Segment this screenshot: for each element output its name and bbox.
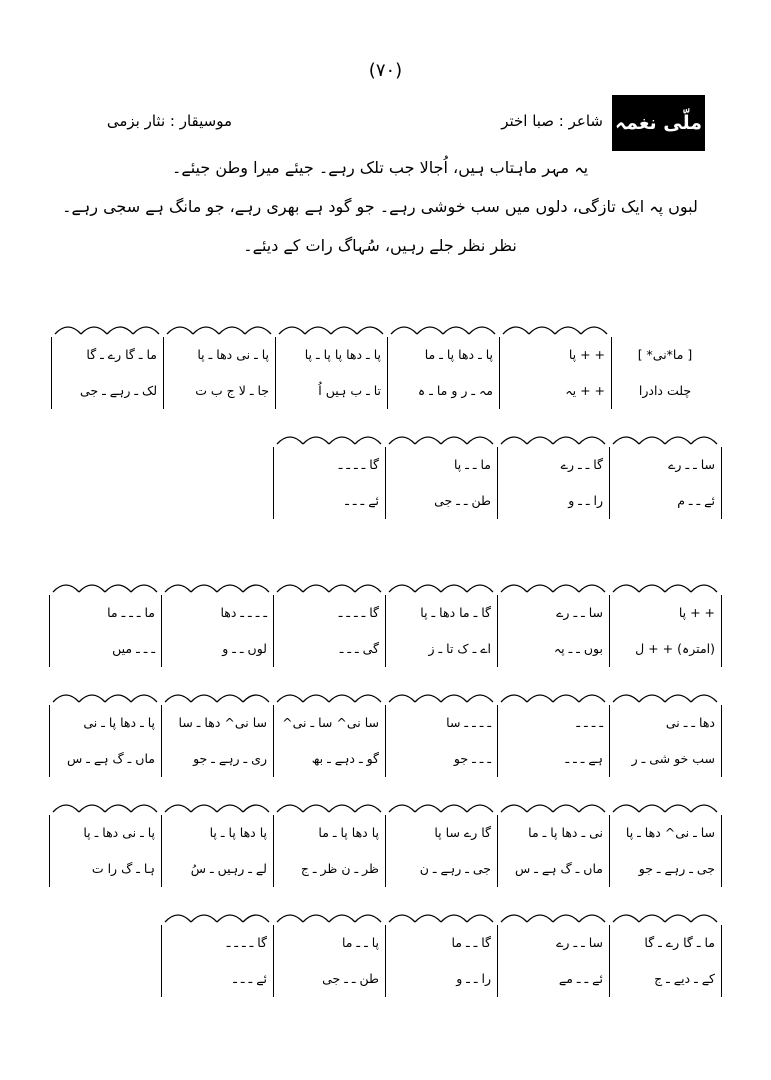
bol-syllables: ہے ـ ـ ـ [565,751,603,766]
bol-syllables: را ـ ـ و [456,971,491,986]
bol-syllables: کے ـ دیے ـ ج [654,971,715,986]
beat-arcs [385,689,497,703]
bar-line [161,705,162,777]
swar-notes: دھا ـ ـ نی [665,715,715,730]
lyric-line-2: لبوں پہ ایک تازگی، دلوں میں سب خوشی رہے۔ جو گود ہے بھری رہے، جو مانگ ہے سجی رہے۔ [62,197,698,216]
beat-arcs [273,689,385,703]
bol-syllables: ئے ـ ـ م [677,493,715,508]
swar-notes: گا رے سا پا [434,825,491,840]
beat-arcs [385,431,497,445]
beat-arcs [609,431,721,445]
bar-line [609,447,610,519]
bol-syllables: مہ ـ ر و ما ـ ہ [417,383,493,398]
swar-notes: گا ـ ـ ما [451,935,491,950]
swar-notes: گا ـ ـ ـ ـ [338,457,379,472]
bol-syllables: جی ـ رہے ـ جو [638,861,715,876]
bol-syllables: ماں ـ گ ہے ـ س [67,751,155,766]
beat-arcs [499,321,611,335]
bar-line [273,705,274,777]
bar-line [161,595,162,667]
beat-arcs [273,431,385,445]
beat-arcs [385,579,497,593]
bol-syllables: لوں ـ ـ و [222,641,267,656]
bol-syllables: اے ـ ک تا ـ ز [428,641,491,656]
bol-syllables: بوں ـ ـ پہ [553,641,603,656]
swar-notes: سا ـ ـ رے [556,935,603,950]
beat-arcs [497,689,609,703]
bol-syllables: ئے ـ ـ مے [558,971,603,986]
swar-notes: + + پا [678,605,715,620]
bol-syllables: (امترہ) + + ل [635,641,715,656]
bol-syllables: تا ـ ب ہیں اُ [318,383,381,398]
beat-arcs [161,799,273,813]
bol-syllables: سب خو شی ـ ر [631,751,715,766]
bar-line [721,925,722,997]
swar-notes: ـ ـ ـ ـ دھا [220,605,267,620]
bar-line [275,337,276,409]
beat-arcs [609,799,721,813]
swar-notes: پا ـ نی دھا ـ پا [197,347,269,362]
swar-notes: ما ـ گا رے ـ گا [644,935,715,950]
bol-syllables: ماں ـ گ ہے ـ س [515,861,603,876]
bar-line [385,925,386,997]
bar-line [273,595,274,667]
bar-line [499,337,500,409]
beat-arcs [497,799,609,813]
beat-arcs [49,579,161,593]
bar-line [497,595,498,667]
swar-notes: + + پا [568,347,605,362]
bar-line [385,595,386,667]
bol-syllables: طن ـ ـ جی [322,971,379,986]
bar-line [497,815,498,887]
bol-syllables: ئے ـ ـ ـ [345,493,379,508]
swar-notes: سا ـ ـ رے [668,457,715,472]
page-title: ملّی نغمہ [612,95,705,151]
bol-syllables: جا ـ لا ج ب ت [195,383,269,398]
bar-line [161,925,162,997]
bol-syllables: طن ـ ـ جی [434,493,491,508]
lyric-line-3: نظر نظر جلے رہیں، سُہاگ رات کے دیئے۔ [243,236,517,255]
beat-arcs [273,579,385,593]
bar-line [273,815,274,887]
bol-syllables: + + یہ [565,383,605,398]
beat-arcs [161,909,273,923]
bol-syllables: ہا ـ گ را ت [91,861,155,876]
swar-notes: گا ـ ـ رے [560,457,603,472]
bar-line [49,705,50,777]
beat-arcs [609,689,721,703]
swar-notes: نی ـ دھا پا ـ ما [528,825,603,840]
bar-line [161,815,162,887]
page-number: (۷۰) [368,60,403,81]
beat-arcs [609,579,721,593]
beat-arcs [49,799,161,813]
swar-notes: سا ـ ـ رے [556,605,603,620]
bar-line [385,705,386,777]
composer-credit: موسیقار : نثار بزمی [106,112,232,130]
swar-notes: پا ـ ـ ما [341,935,379,950]
bol-syllables: گو ـ دہے ـ بھ [311,751,379,766]
bar-line [497,447,498,519]
bar-line [497,925,498,997]
bar-line [721,447,722,519]
swar-notes: گا ـ ما دھا ـ پا [420,605,491,620]
swar-notes: پا ـ دھا پا پا ـ پا [304,347,381,362]
taal-label: چلت دادرا [638,383,692,398]
swar-notes: سا ـ نی^ دھا ـ پا [625,825,715,840]
beat-arcs [273,909,385,923]
beat-arcs [385,909,497,923]
bol-syllables: ـ ـ ـ میں [112,641,155,656]
bar-line [609,815,610,887]
swar-notes: پا دھا پا ـ ما [318,825,379,840]
swar-notes: پا ـ دھا پا ـ ما [424,347,493,362]
raag-label: [ ما*نی* ] [637,347,693,362]
bar-line [273,925,274,997]
bar-line [611,337,612,409]
bar-line [387,337,388,409]
beat-arcs [51,321,163,335]
beat-arcs [497,579,609,593]
beat-arcs [609,909,721,923]
bar-line [49,595,50,667]
swar-notes: گا ـ ـ ـ ـ [226,935,267,950]
bar-line [273,447,274,519]
swar-notes: پا ـ دھا پا ـ نی [83,715,155,730]
swar-notes: ما ـ ـ ـ ما [107,605,155,620]
poet-credit: شاعر : صبا اختر [501,112,603,130]
bar-line [609,595,610,667]
beat-arcs [497,431,609,445]
bol-syllables: ـ ـ ـ جو [453,751,491,766]
beat-arcs [497,909,609,923]
bol-syllables: را ـ ـ و [568,493,603,508]
bar-line [49,815,50,887]
beat-arcs [387,321,499,335]
swar-notes: گا ـ ـ ـ ـ [338,605,379,620]
bol-syllables: جی ـ رہے ـ ن [419,861,491,876]
bar-line [385,815,386,887]
bol-syllables: لے ـ رہیں ـ سُ [190,861,267,876]
beat-arcs [163,321,275,335]
swar-notes: پا دھا پا ـ پا [209,825,267,840]
swar-notes: ما ـ گا رے ـ گا [86,347,157,362]
bar-line [163,337,164,409]
bar-line [721,815,722,887]
swar-notes: ـ ـ ـ ـ [576,715,603,730]
bol-syllables: لک ـ رہے ـ جی [79,383,157,398]
beat-arcs [161,579,273,593]
beat-arcs [385,799,497,813]
swar-notes: سا نی^ دھا ـ سا [178,715,267,730]
swar-notes: ما ـ ـ پا [453,457,491,472]
bar-line [497,705,498,777]
bar-line [721,705,722,777]
bar-line [609,925,610,997]
bar-line [721,595,722,667]
beat-arcs [275,321,387,335]
beat-arcs [273,799,385,813]
bol-syllables: ظر ـ ن ظر ـ ج [300,861,379,876]
bol-syllables: ئے ـ ـ ـ [233,971,267,986]
bar-line [385,447,386,519]
bar-line [51,337,52,409]
bar-line [609,705,610,777]
swar-notes: پا ـ نی دھا ـ پا [83,825,155,840]
lyric-line-1: یہ مہر ماہتاب ہیں، اُجالا جب تلک رہے۔ جیئے میرا وطن جیئے۔ [171,158,589,177]
beat-arcs [161,689,273,703]
beat-arcs [49,689,161,703]
swar-notes: سا نی^ سا ـ نی^ [282,715,379,730]
bol-syllables: گی ـ ـ ـ [339,641,379,656]
swar-notes: ـ ـ ـ ـ سا [446,715,491,730]
bol-syllables: ری ـ رہے ـ جو [193,751,267,766]
